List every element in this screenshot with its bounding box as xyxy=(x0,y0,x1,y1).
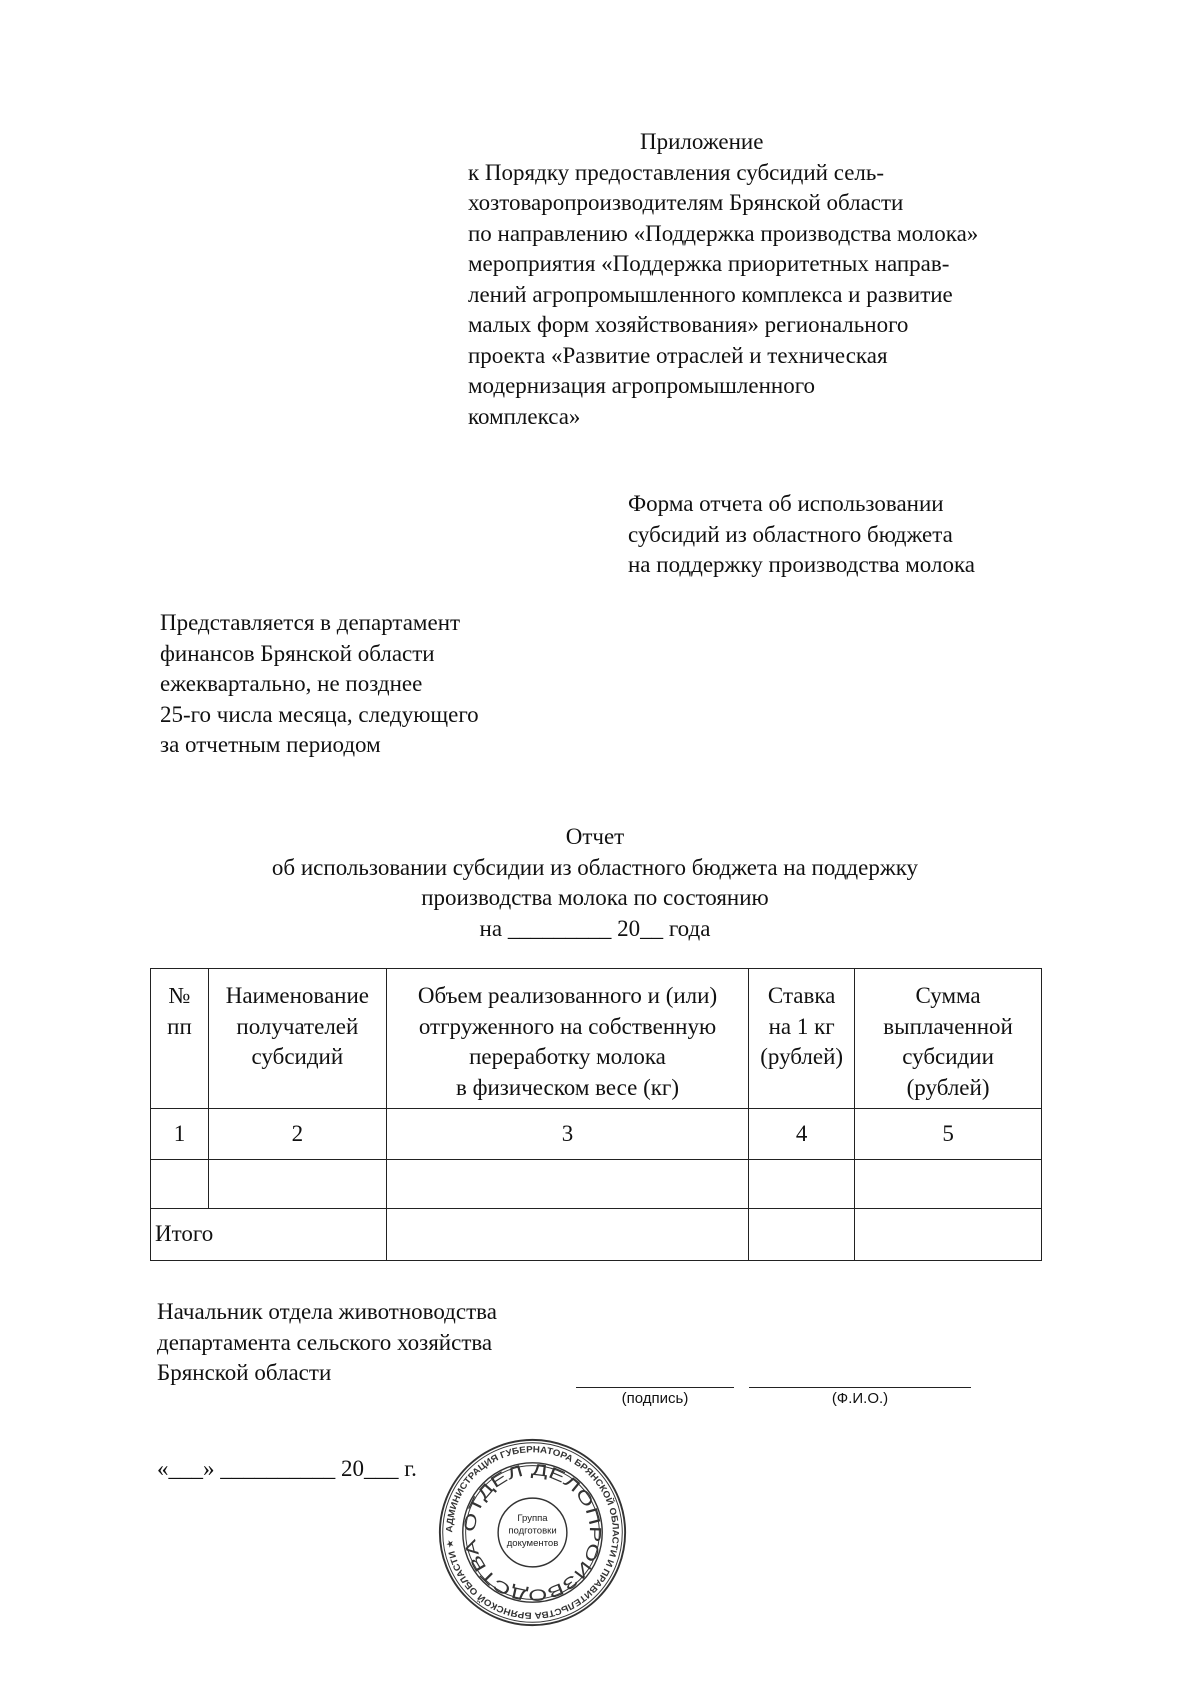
appendix-line: по направлению «Поддержка производства молока» xyxy=(468,220,979,246)
form-title-line: субсидий из областного бюджета xyxy=(628,521,953,547)
signature-caption: (подпись) xyxy=(621,1390,689,1407)
table-total-row xyxy=(151,1209,1042,1261)
appendix-line: малых форм хозяйствования» регионального xyxy=(468,312,909,337)
header-rate: Ставка на 1 кг (рублей) xyxy=(749,969,855,1109)
column-number: 3 xyxy=(386,1109,748,1160)
total-label: Итого xyxy=(151,1209,387,1261)
header-subsidy-amount: Сумма выплаченной субсидии (рублей) xyxy=(855,969,1042,1109)
table-header-row xyxy=(151,969,1042,1109)
svg-text:Группа: Группа xyxy=(517,1513,548,1525)
report-heading xyxy=(150,822,1040,944)
report-subtitle-line: производства молока по состоянию xyxy=(421,885,769,910)
date-line: «___» __________ 20___ г. xyxy=(157,1456,417,1481)
appendix-line: мероприятия «Поддержка приоритетных направ- xyxy=(468,251,950,276)
table-column-number-row xyxy=(151,1109,1042,1160)
svg-text:документов: документов xyxy=(506,1537,559,1549)
stamp-outer-text: АДМИНИСТРАЦИЯ ГУБЕРНАТОРА БРЯНСКОЙ ОБЛАСТИ И ПРАВИТЕЛЬСТВА БРЯНСКОЙ ОБЛАСТИ ★ xyxy=(444,1444,621,1621)
appendix-title: Приложение xyxy=(640,129,764,154)
name-line xyxy=(749,1387,971,1388)
column-number: 5 xyxy=(855,1109,1042,1160)
appendix-line: комплекса» xyxy=(468,403,581,429)
table-cell xyxy=(749,1209,855,1261)
form-title-line: Форма отчета об использовании xyxy=(628,491,944,516)
table-cell xyxy=(386,1209,748,1261)
submission-note-line: финансов Брянской области xyxy=(160,640,435,666)
signature-block xyxy=(157,1297,607,1389)
stamp-center-text xyxy=(507,1513,559,1549)
appendix-line: к Порядку предоставления субсидий сель- xyxy=(468,159,885,185)
table-row xyxy=(151,1160,1042,1209)
appendix-block xyxy=(468,127,1068,432)
table-cell xyxy=(855,1209,1042,1261)
submission-note-line: за отчетным периодом xyxy=(160,732,381,757)
svg-text:подготовки: подготовки xyxy=(508,1525,557,1537)
submission-note xyxy=(160,608,580,761)
form-title xyxy=(628,489,1068,581)
report-title: Отчет xyxy=(565,824,625,849)
appendix-line: проекта «Развитие отраслей и техническая xyxy=(468,342,888,368)
table-cell xyxy=(855,1160,1042,1209)
header-number: № пп xyxy=(151,969,209,1109)
signatory-title-line: Начальник отдела животноводства xyxy=(157,1299,497,1324)
name-caption: (Ф.И.О.) xyxy=(831,1390,889,1407)
table-cell xyxy=(749,1160,855,1209)
table-cell xyxy=(208,1160,386,1209)
table-cell xyxy=(151,1160,209,1209)
report-date-line: на _________ 20__ года xyxy=(479,915,711,941)
appendix-line: лений агропромышленного комплекса и развитие xyxy=(468,281,953,307)
submission-note-line: Представляется в департамент xyxy=(160,610,461,635)
submission-note-line: ежеквартально, не позднее xyxy=(160,671,423,696)
report-table xyxy=(150,968,1042,1261)
header-recipient-name: Наименование получателей субсидий xyxy=(208,969,386,1109)
signatory-title-line: департамента сельского хозяйства xyxy=(157,1329,493,1355)
appendix-line: хозтоваропроизводителям Брянской области xyxy=(468,190,904,215)
table-cell xyxy=(386,1160,748,1209)
form-title-line: на поддержку производства молока xyxy=(628,552,975,577)
signature-line xyxy=(576,1387,734,1388)
column-number: 2 xyxy=(208,1109,386,1160)
signatory-title-line: Брянской области xyxy=(157,1360,332,1385)
column-number: 4 xyxy=(749,1109,855,1160)
column-number: 1 xyxy=(151,1109,209,1160)
office-stamp xyxy=(437,1437,628,1628)
submission-note-line: 25-го числа месяца, следующего xyxy=(160,701,479,727)
stamp-inner-text: ОТДЕЛ ДЕЛОПРОИЗВОДСТВА xyxy=(460,1460,604,1604)
report-subtitle-line: об использовании субсидии из областного бюджета на поддержку xyxy=(271,854,919,880)
appendix-line: модернизация агропромышленного xyxy=(468,373,816,398)
header-milk-volume: Объем реализованного и (или) отгруженного на собственную переработку молока в физическом весе (кг) xyxy=(386,969,748,1109)
